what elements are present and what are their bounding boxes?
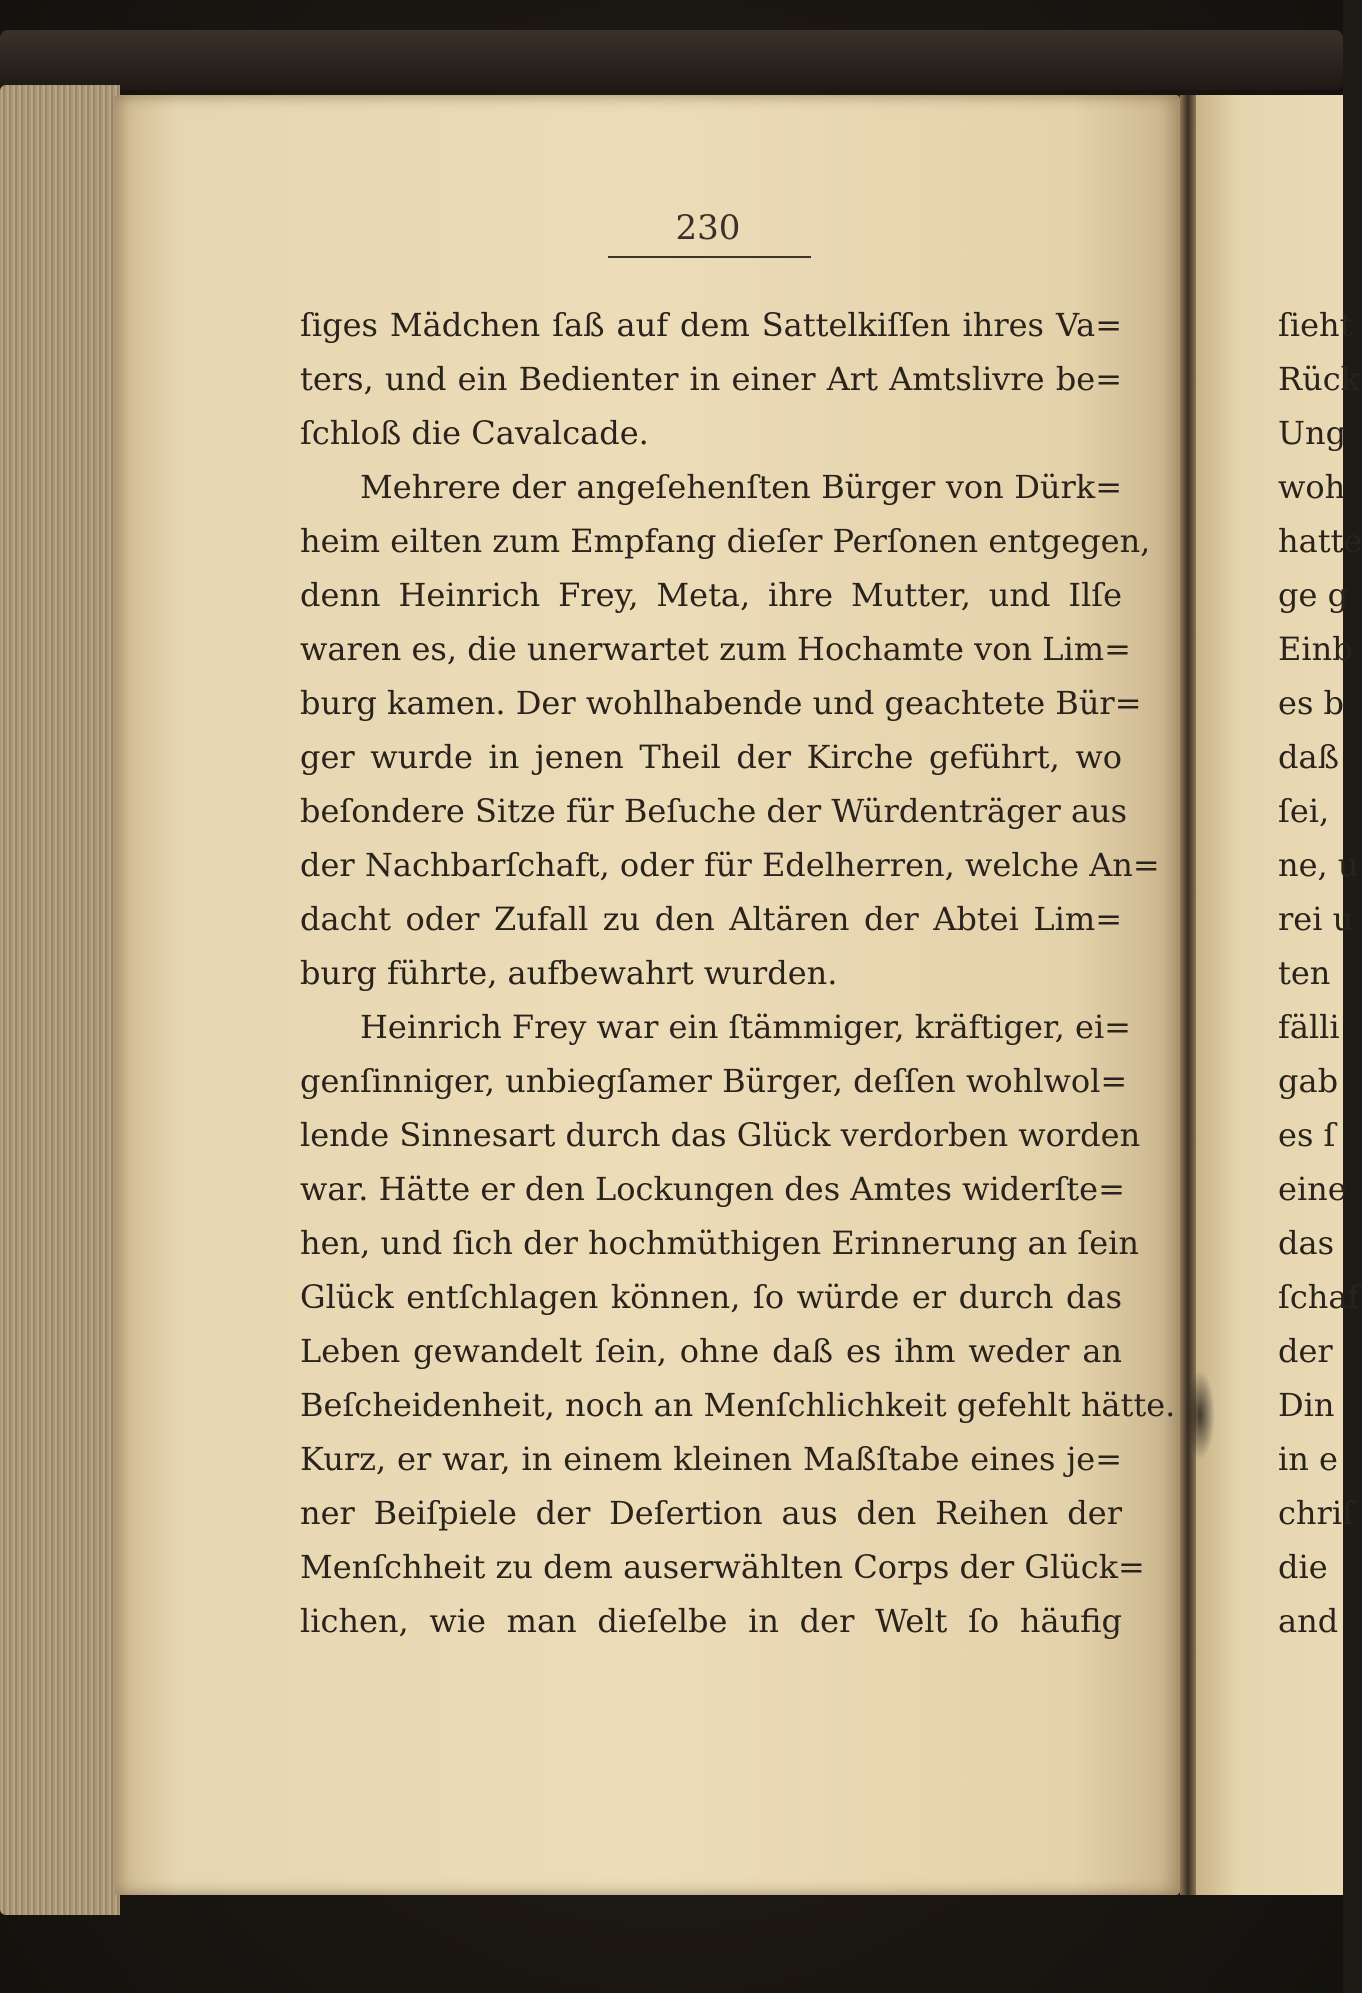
facing-text-line: fälli <box>1278 1008 1340 1046</box>
facing-text-line: in e <box>1278 1440 1338 1478</box>
text-line: ters, und ein Bedienter in einer Art Amtslivre be= <box>300 360 1122 398</box>
ink-stain <box>1185 1370 1215 1460</box>
text-line: Mehrere der angeſehenſten Bürger von Dürk= <box>360 468 1122 506</box>
text-line: lichen, wie man dieſelbe in der Welt ſo häufig <box>300 1602 1122 1640</box>
facing-text-line: and <box>1278 1602 1339 1640</box>
text-line: Menſchheit zu dem auserwählten Corps der Glück= <box>300 1548 1145 1586</box>
facing-text-line: daß <box>1278 738 1339 776</box>
text-line: der Nachbarſchaft, oder für Edelherren, welche An= <box>300 846 1160 884</box>
page-edges <box>0 85 120 1915</box>
text-line: heim eilten zum Empfang dieſer Perſonen entgegen, <box>300 522 1151 560</box>
text-line: ſchloß die Cavalcade. <box>300 414 649 452</box>
facing-text-line: eine <box>1278 1170 1347 1208</box>
facing-text-line: der <box>1278 1332 1333 1370</box>
facing-text-line: Din <box>1278 1386 1335 1424</box>
text-line: Glück entſchlagen können, ſo würde er durch das <box>300 1278 1122 1316</box>
facing-text-line: hatte <box>1278 522 1362 560</box>
text-line: ſiges Mädchen ſaß auf dem Sattelkiſſen ihres Va= <box>300 306 1122 344</box>
text-line: Beſcheidenheit, noch an Menſchlichkeit gefehlt hätte. <box>300 1386 1176 1424</box>
page-number: 230 <box>675 208 741 248</box>
facing-text-line: das <box>1278 1224 1334 1262</box>
facing-text-line: es b <box>1278 684 1345 722</box>
page-number-rule <box>608 256 811 258</box>
text-line: burg führte, aufbewahrt wurden. <box>300 954 838 992</box>
text-line: ger wurde in jenen Theil der Kirche geführt, wo <box>300 738 1122 776</box>
text-line: ner Beiſpiele der Deſertion aus den Reihen der <box>300 1494 1122 1532</box>
main-text-block <box>300 298 1176 1678</box>
text-line: denn Heinrich Frey, Meta, ihre Mutter, und Ilſe <box>300 576 1122 614</box>
text-line: waren es, die unerwartet zum Hochamte von Lim= <box>300 630 1131 668</box>
facing-page-text <box>1278 298 1362 1678</box>
text-line: war. Hätte er den Lockungen des Amtes widerſte= <box>300 1170 1125 1208</box>
facing-text-line: ge g <box>1278 576 1349 614</box>
text-line: genſinniger, unbiegſamer Bürger, deſſen wohlwol= <box>300 1062 1128 1100</box>
facing-text-line: Ung <box>1278 414 1347 452</box>
facing-text-line: ſchaf <box>1278 1278 1360 1316</box>
text-line: lende Sinnesart durch das Glück verdorben worden <box>300 1116 1141 1154</box>
text-line: Kurz, er war, in einem kleinen Maßſtabe eines je= <box>300 1440 1122 1478</box>
text-line: Heinrich Frey war ein ſtämmiger, kräftiger, ei= <box>360 1008 1131 1046</box>
facing-text-line: ne, u <box>1278 846 1359 884</box>
book-cover <box>0 30 1343 90</box>
text-line: Leben gewandelt ſein, ohne daß es ihm weder an <box>300 1332 1122 1370</box>
facing-text-line: es ſ <box>1278 1116 1336 1154</box>
facing-text-line: Einb <box>1278 630 1353 668</box>
facing-text-line: ſei, <box>1278 792 1330 830</box>
facing-text-line: die <box>1278 1548 1328 1586</box>
text-line: hen, und ſich der hochmüthigen Erinnerung an ſein <box>300 1224 1140 1262</box>
facing-text-line: ſieht <box>1278 306 1353 344</box>
facing-text-line: chriſ <box>1278 1494 1354 1532</box>
facing-text-line: woh <box>1278 468 1346 506</box>
facing-text-line: gab <box>1278 1062 1339 1100</box>
facing-text-line: ten <box>1278 954 1331 992</box>
text-line: dacht oder Zufall zu den Altären der Abtei Lim= <box>300 900 1122 938</box>
facing-text-line: rei u <box>1278 900 1354 938</box>
book-gutter <box>1180 95 1196 1895</box>
facing-text-line: Rück <box>1278 360 1361 398</box>
text-line: beſondere Sitze für Beſuche der Würdenträger aus <box>300 792 1128 830</box>
text-line: burg kamen. Der wohlhabende und geachtete Bür= <box>300 684 1142 722</box>
